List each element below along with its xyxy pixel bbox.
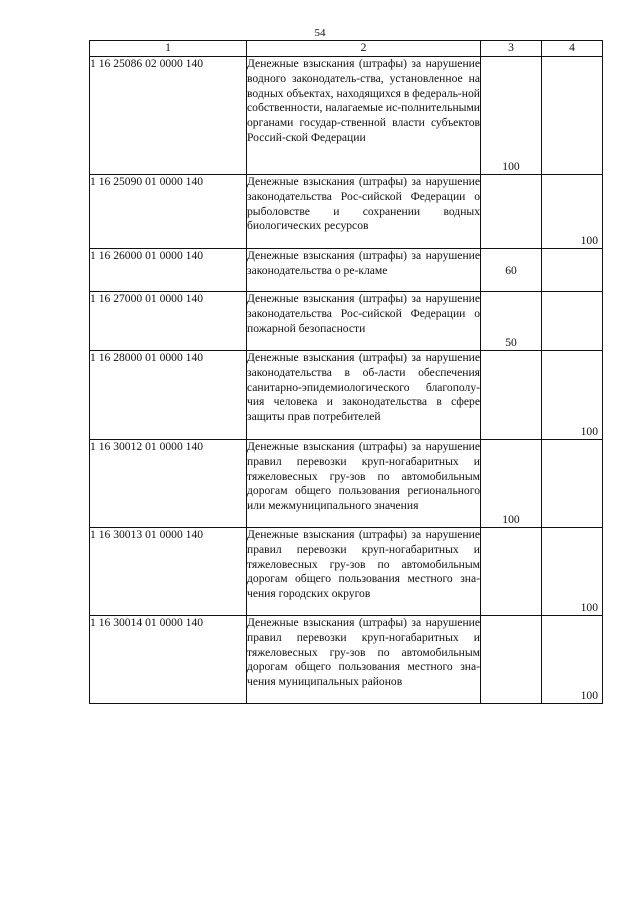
row-value-col4 [542, 616, 603, 704]
row-value-col3 [481, 440, 542, 528]
row-value-col3 [481, 351, 542, 440]
row-value-col3 [481, 528, 542, 616]
row-description: Денежные взыскания (штрафы) за нарушение законодательства в об-ласти обеспечения санитарно-эпидемиологического благополу-чия человека и законодательства в сфере защиты прав потребителей [247, 351, 481, 440]
row-description: Денежные взыскания (штрафы) за нарушение правил перевозки круп-ногабаритных и тяжеловесных гру-зов по автомобильным дорогам общего пользования местного зна-чения городских округов [247, 528, 481, 616]
value-col3: 100 [502, 160, 520, 173]
row-value-col4 [542, 292, 603, 351]
value-col4: 100 [580, 234, 598, 247]
row-description: Денежные взыскания (штрафы) за нарушение водного законодатель-ства, установленное на водных объектах, находящихся в федераль-ной собственности, налагаемые ис-полнительными органами государ-ственной власти субъектов Россий-ской Федерации [247, 57, 481, 175]
row-code: 1 16 30014 01 0000 140 [90, 616, 247, 704]
header-row [90, 41, 603, 57]
table-row [90, 292, 603, 351]
value-col4: 100 [580, 425, 598, 438]
budget-code-table [89, 40, 603, 704]
header-col-3: 3 [481, 41, 542, 57]
table-row [90, 175, 603, 249]
row-value-col4 [542, 249, 603, 292]
row-description: Денежные взыскания (штрафы) за нарушение законодательства Рос-сийской Федерации о рыболовстве и сохранении водных биологических ресурсов [247, 175, 481, 249]
row-value-col3 [481, 616, 542, 704]
row-value-col4 [542, 351, 603, 440]
row-description: Денежные взыскания (штрафы) за нарушение правил перевозки круп-ногабаритных и тяжеловесных гру-зов по автомобильным дорогам общего пользования регионального или межмуниципального значения [247, 440, 481, 528]
row-description: Денежные взыскания (штрафы) за нарушение законодательства о ре-кламе [247, 249, 481, 292]
table-row [90, 440, 603, 528]
row-description: Денежные взыскания (штрафы) за нарушение правил перевозки круп-ногабаритных и тяжеловесных гру-зов по автомобильным дорогам общего пользования местного зна-чения муниципальных районов [247, 616, 481, 704]
row-value-col4 [542, 57, 603, 175]
row-value-col3 [481, 57, 542, 175]
row-value-col3 [481, 249, 542, 292]
header-col-4: 4 [542, 41, 603, 57]
row-value-col3 [481, 175, 542, 249]
row-code: 1 16 27000 01 0000 140 [90, 292, 247, 351]
row-code: 1 16 25086 02 0000 140 [90, 57, 247, 175]
header-col-2: 2 [247, 41, 481, 57]
header-col-1: 1 [90, 41, 247, 57]
row-value-col4 [542, 440, 603, 528]
row-code: 1 16 30013 01 0000 140 [90, 528, 247, 616]
row-code: 1 16 25090 01 0000 140 [90, 175, 247, 249]
value-col3: 100 [502, 513, 520, 526]
row-value-col3 [481, 292, 542, 351]
table-row [90, 57, 603, 175]
table-row [90, 351, 603, 440]
table-row [90, 616, 603, 704]
row-code: 1 16 26000 01 0000 140 [90, 249, 247, 292]
table-row [90, 249, 603, 292]
value-col4: 100 [580, 601, 598, 614]
row-description: Денежные взыскания (штрафы) за нарушение законодательства Рос-сийской Федерации о пожарной безопасности [247, 292, 481, 351]
value-col3: 60 [505, 264, 517, 277]
row-code: 1 16 30012 01 0000 140 [90, 440, 247, 528]
row-code: 1 16 28000 01 0000 140 [90, 351, 247, 440]
page-number: 54 [314, 27, 326, 39]
row-value-col4 [542, 528, 603, 616]
value-col3: 50 [505, 336, 517, 349]
row-value-col4 [542, 175, 603, 249]
value-col4: 100 [580, 689, 598, 702]
table-row [90, 528, 603, 616]
